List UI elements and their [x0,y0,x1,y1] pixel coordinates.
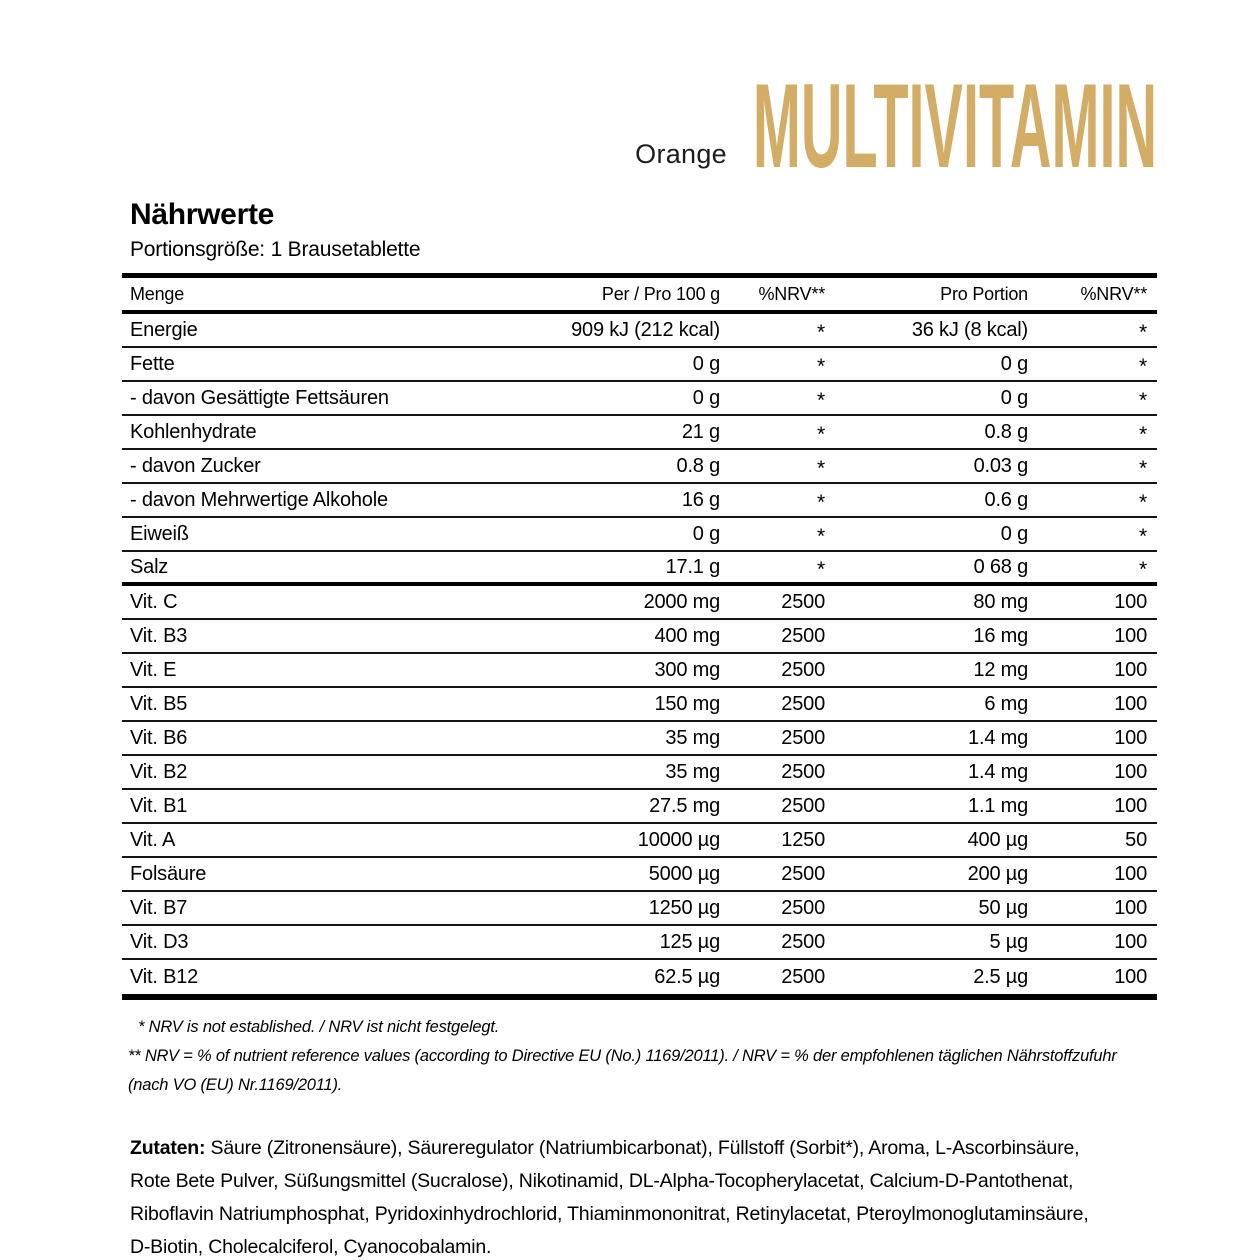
nutrient-value: * [1139,525,1147,548]
nutrient-value: 2500 [781,658,825,681]
nutrition-table [122,273,1157,1000]
nutrient-value: 0.8 g [984,420,1028,443]
table-row [122,450,1157,484]
nutrient-value: * [1139,355,1147,378]
nutrient-name: Fette [130,352,175,375]
table-row [122,960,1157,994]
nutrient-value: 50 [1125,828,1147,851]
nutrient-value: 16 g [681,488,720,511]
nutrient-value: 50 µg [978,896,1028,919]
nutrient-value: 1.1 mg [968,794,1028,817]
nutrient-name: - davon Mehrwertige Alkohole [130,488,388,511]
nutrient-name: Salz [130,555,169,578]
table-row [122,416,1157,450]
nutrient-value: 36 kJ (8 kcal) [911,318,1028,341]
table-row [122,722,1157,756]
nutrient-value: 100 [1114,590,1147,613]
nutrient-value: 2500 [781,692,825,715]
column-header-per-100g: Per / Pro 100 g [601,283,720,304]
flavor-name: Orange [635,139,727,169]
nutrient-value: * [817,423,825,446]
nutrient-name: Folsäure [130,862,207,885]
nutrient-value: 21 g [681,420,720,443]
table-row [122,756,1157,790]
nutrient-name: Energie [130,318,198,341]
nutrient-name: - davon Gesättigte Fettsäuren [130,386,389,409]
table-row [122,314,1157,348]
nutrient-value: 0.03 g [973,454,1028,477]
column-header-nrv-100g: %NRV** [758,283,825,304]
column-header-nrv-portion: %NRV** [1080,283,1147,304]
nutrient-value: 2500 [781,726,825,749]
nutrient-name: Vit. A [130,828,176,851]
nutrient-value: 200 µg [967,862,1028,885]
nutrient-value: 100 [1114,930,1147,953]
product-header [122,58,1157,193]
nutrient-value: 35 mg [665,760,720,783]
nutrient-value: 0 g [1000,352,1028,375]
nutrient-value: 400 µg [967,828,1028,851]
table-row [122,688,1157,722]
table-row [122,654,1157,688]
nutrient-value: 27.5 mg [649,794,720,817]
nutrient-name: Vit. B3 [130,624,188,647]
nutrient-value: 2500 [781,930,825,953]
nutrient-value: 2500 [781,896,825,919]
nutrient-value: 0 g [692,352,720,375]
table-row [122,484,1157,518]
nutrient-value: 35 mg [665,726,720,749]
nutrient-name: Vit. D3 [130,930,189,953]
table-row [122,790,1157,824]
nutrient-value: 1250 [781,828,825,851]
nutrient-value: * [1139,321,1147,344]
nutrient-value: 80 mg [973,590,1028,613]
table-header-row [122,278,1157,314]
nutrient-value: 400 mg [654,624,720,647]
nutrient-value: * [817,355,825,378]
table-row [122,926,1157,960]
nutrient-name: Vit. B2 [130,760,188,783]
table-row [122,382,1157,416]
nutrient-value: 2500 [781,794,825,817]
nutrient-value: 10000 µg [637,828,720,851]
table-row [122,620,1157,654]
nutrient-value: 100 [1114,862,1147,885]
nutrient-value: 300 mg [654,658,720,681]
nutrient-value: 150 mg [654,692,720,715]
nutrient-value: 0.8 g [676,454,720,477]
nutrient-name: Kohlenhydrate [130,420,257,443]
nutrient-value: 100 [1114,658,1147,681]
column-header-pro-portion: Pro Portion [940,283,1028,304]
ingredients-label: Zutaten: [130,1137,206,1159]
section-title: Nährwerte [130,198,275,231]
nutrient-value: * [1139,423,1147,446]
nutrient-value: 100 [1114,760,1147,783]
table-row [122,348,1157,382]
nutrient-name: Vit. B1 [130,794,188,817]
footnote-nrv-definition: ** NRV = % of nutrient reference values (according to Directive EU (No.) 1169/2011). / NRV = % der empfohlenen täglichen Nährstoffzufuhr (nach VO (EU) Nr.1169/2011). [128,1047,1117,1094]
nutrient-value: 0.6 g [984,488,1028,511]
nutrient-value: 2000 mg [643,590,720,613]
nutrient-name: Vit. B12 [130,965,199,988]
table-row [122,518,1157,552]
nutrient-value: 1.4 mg [968,726,1028,749]
nutrient-name: Vit. E [130,658,177,681]
nutrient-value: 2.5 µg [973,965,1028,988]
nutrient-value: * [817,558,825,581]
column-header-menge: Menge [130,283,185,304]
nutrient-value: * [817,525,825,548]
nutrient-value: 125 µg [659,930,720,953]
nutrient-name: Eiweiß [130,522,189,545]
nutrient-value: 5 µg [989,930,1028,953]
nutrient-value: 2500 [781,624,825,647]
nutrient-name: Vit. B5 [130,692,188,715]
nutrient-value: * [1139,491,1147,514]
nutrient-value: 2500 [781,760,825,783]
nutrient-value: 2500 [781,590,825,613]
nutrient-value: * [1139,457,1147,480]
ingredients-paragraph [130,1132,1090,1260]
nutrient-value: 0 68 g [973,555,1028,578]
nutrient-value: 6 mg [984,692,1028,715]
nutrient-name: - davon Zucker [130,454,261,477]
table-row [122,824,1157,858]
nutrient-value: * [1139,389,1147,412]
footnote-nrv-not-established: * NRV is not established. / NRV ist nicht festgelegt. [138,1018,500,1036]
nutrient-value: 62.5 µg [654,965,720,988]
nutrient-value: 2500 [781,862,825,885]
nutrient-value: 0 g [692,386,720,409]
nutrient-value: 0 g [1000,522,1028,545]
nutrient-value: 5000 µg [648,862,720,885]
nutrient-name: Vit. B6 [130,726,188,749]
nutrient-value: 0 g [1000,386,1028,409]
ingredients-text: Säure (Zitronensäure), Säureregulator (Natriumbicarbonat), Füllstoff (Sorbit*), Aroma, L-Ascorbinsäure, Rote Bete Pulver, Süßungsmittel (Sucralose), Nikotinamid, DL-Alpha-Tocopherylacetat, Calcium-D-Pantothenat, Riboflavin Natriumphosphat, Pyridoxinhydrochlorid, Thiaminmononitrat, Retinylacetat, Pteroylmonoglutaminsäure, D-Biotin, Cholecalciferol, Cyanocobalamin. [130,1137,1089,1258]
product-name: MULTIVITAMIN [752,59,1157,193]
nutrient-value: 100 [1114,965,1147,988]
serving-size-line: Portionsgröße: 1 Brausetablette [130,238,421,261]
nutrient-name: Vit. B7 [130,896,188,919]
nutrient-value: * [817,491,825,514]
nutrient-value: 100 [1114,624,1147,647]
table-row [122,892,1157,926]
table-row [122,552,1157,586]
nutrient-value: 12 mg [973,658,1028,681]
table-row [122,858,1157,892]
table-body [122,314,1157,994]
nutrient-value: 100 [1114,794,1147,817]
nutrient-value: 100 [1114,896,1147,919]
nutrient-value: 0 g [692,522,720,545]
nutrient-value: * [817,389,825,412]
nutrient-value: 17.1 g [665,555,720,578]
nutrient-value: 1.4 mg [968,760,1028,783]
table-row [122,586,1157,620]
nutrient-value: 909 kJ (212 kcal) [571,318,720,341]
nutrient-value: 2500 [781,965,825,988]
nutrient-name: Vit. C [130,590,178,613]
nutrient-value: * [1139,558,1147,581]
nutrient-value: 100 [1114,726,1147,749]
nutrient-value: 100 [1114,692,1147,715]
nutrient-value: * [817,321,825,344]
nutrient-value: 1250 µg [648,896,720,919]
nutrient-value: * [817,457,825,480]
footnotes [128,1013,1157,1100]
nutrient-value: 16 mg [973,624,1028,647]
